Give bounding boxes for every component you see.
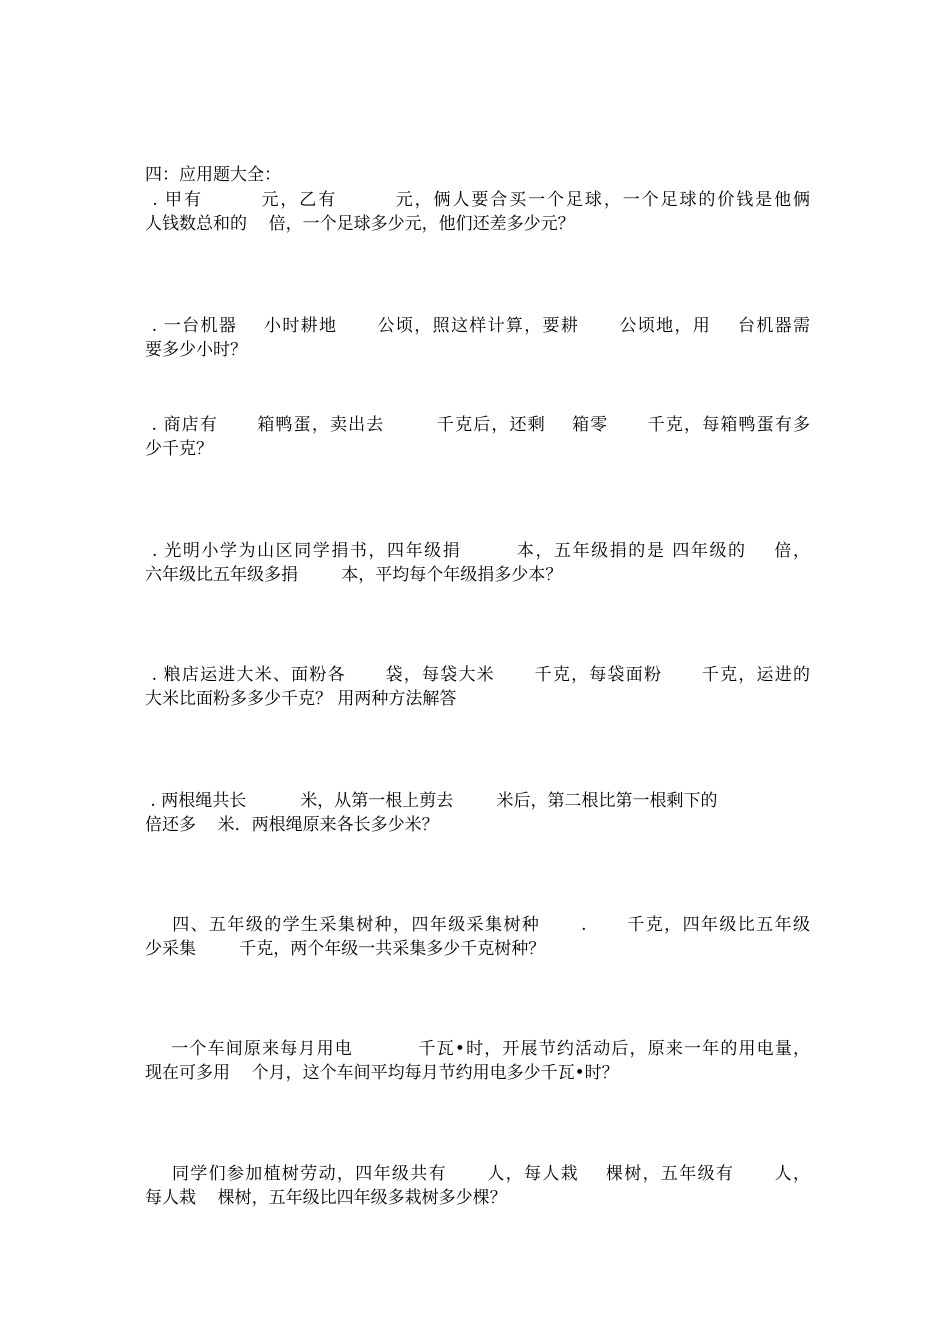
problem-2-line-1: . 一台机器 小时耕地 公顷，照这样计算，要耕 公顷地，用 台机器需 [145,316,810,336]
section-heading: 四：应用题大全： [145,165,281,185]
problem-3-line-1: . 商店有 箱鸭蛋，卖出去 千克后，还剩 箱零 千克，每箱鸭蛋有多 [145,415,810,435]
problem-6-line-2: 倍还多 米．两根绳原来各长多少米？ [145,815,439,835]
problem-4-line-2: 六年级比五年级多捐 本，平均每个年级捐多少本？ [145,565,563,585]
problem-7-line-1: 四、五年级的学生采集树种，四年级采集树种 . 千克，四年级比五年级 [145,915,810,935]
problem-5-line-1: . 粮店运进大米、面粉各 袋，每袋大米 千克，每袋面粉 千克，运进的 [145,665,810,685]
problem-1-line-2: 人钱数总和的 倍，一个足球多少元，他们还差多少元？ [145,214,575,234]
problem-5-line-2: 大米比面粉多多少千克？ 用两种方法解答 [145,689,457,709]
problem-7-line-2: 少采集 千克，两个年级一共采集多少千克树种？ [145,939,546,959]
problem-6-line-1: . 两根绳共长 米，从第一根上剪去 米后，第二根比第一根剩下的 [145,791,718,811]
problem-8-line-1: 一个车间原来每月用电 千瓦•时，开展节约活动后，原来一年的用电量， [145,1039,810,1059]
problem-1-line-1: . 甲有 元，乙有 元，俩人要合买一个足球，一个足球的价钱是他俩 [145,190,810,210]
problem-9-line-2: 每人栽 棵树，五年级比四年级多栽树多少棵？ [145,1188,507,1208]
problem-4-line-1: . 光明小学为山区同学捐书，四年级捐 本，五年级捐的是 四年级的 倍， [145,541,810,561]
problem-2-line-2: 要多少小时？ [145,340,247,360]
problem-8-line-2: 现在可多用 个月，这个车间平均每月节约用电多少千瓦•时？ [145,1063,619,1083]
problem-3-line-2: 少千克？ [145,439,213,459]
problem-9-line-1: 同学们参加植树劳动，四年级共有 人，每人栽 棵树，五年级有 人， [145,1164,810,1184]
